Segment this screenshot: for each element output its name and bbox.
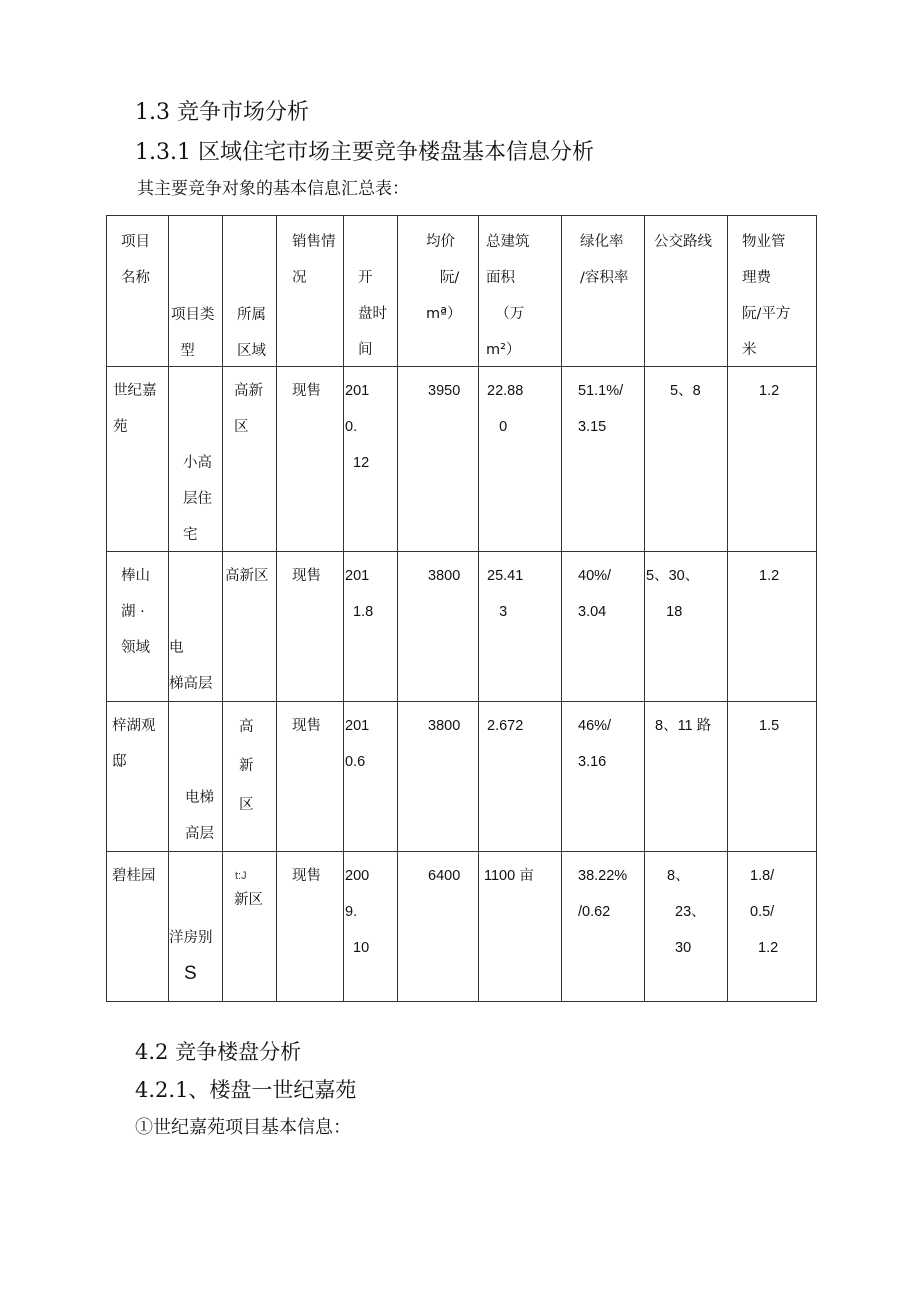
cell-name: 梓湖观 邸 [107,702,169,852]
header-area: 所属 区域 [223,216,277,367]
cell-bus: 8、11 路 [645,702,728,852]
cell-bus: 5、30、 18 [645,552,728,702]
cell-fee: 1.2 [728,367,817,552]
cell-name: 世纪嘉 苑 [107,367,169,552]
project-info-label: ①世纪嘉苑项目基本信息： [135,1117,351,1138]
cell-gfa: 2.672 [479,702,562,852]
table-row [107,702,817,852]
table-header-row [107,216,817,367]
cell-gfa: 25.41 3 [479,552,562,702]
cell-price: 3950 [398,367,479,552]
header-green-ratio: 绿化率 /容积率 [562,216,645,367]
cell-area: 高新区 [223,552,277,702]
header-bus: 公交路线 [645,216,728,367]
cell-type: 电 梯高层 [169,552,223,702]
section-heading-1-3: 1.3 竞争市场分析 [135,100,309,125]
cell-open-date: 200 9. 10 [344,852,398,1002]
cell-price: 3800 [398,702,479,852]
header-sales: 销售情 况 [277,216,344,367]
header-type: 项目类 型 [169,216,223,367]
cell-sales: 现售 [277,852,344,1002]
table-row [107,552,817,702]
cell-price: 6400 [398,852,479,1002]
cell-type: 小高 层住 宅 [169,367,223,552]
header-price: 均价 阮/ mª） [398,216,479,367]
cell-green-ratio: 40%/ 3.04 [562,552,645,702]
header-fee: 物业管 理费 阮/平方 米 [728,216,817,367]
table-row [107,367,817,552]
cell-green-ratio: 38.22% /0.62 [562,852,645,1002]
cell-sales: 现售 [277,702,344,852]
cell-type: 洋房别 S [169,852,223,1002]
header-name: 项目 名称 [107,216,169,367]
cell-gfa: 1100 亩 [479,852,562,1002]
cell-open-date: 201 0.6 [344,702,398,852]
cell-open-date: 201 0. 12 [344,367,398,552]
cell-area: 高新 区 [223,367,277,552]
cell-sales: 现售 [277,552,344,702]
header-open-date: 开 盘时 间 [344,216,398,367]
cell-area: t:J 新区 [223,852,277,1002]
competitor-info-table [106,215,817,1002]
cell-name: 棒山 湖 · 领域 [107,552,169,702]
cell-fee: 1.2 [728,552,817,702]
cell-type: 电梯 高层 [169,702,223,852]
cell-gfa: 22.88 0 [479,367,562,552]
cell-green-ratio: 51.1%/ 3.15 [562,367,645,552]
cell-bus: 8、 23、 30 [645,852,728,1002]
intro-text: 其主要竞争对象的基本信息汇总表： [137,179,409,199]
cell-sales: 现售 [277,367,344,552]
section-heading-4-2: 4.2 竞争楼盘分析 [135,1040,302,1064]
cell-bus: 5、8 [645,367,728,552]
cell-fee: 1.5 [728,702,817,852]
section-heading-1-3-1: 1.3.1 区域住宅市场主要竞争楼盘基本信息分析 [135,140,594,165]
cell-price: 3800 [398,552,479,702]
header-gfa: 总建筑 面积 （万 m²） [479,216,562,367]
cell-area: 高 新 区 [223,702,277,852]
cell-open-date: 201 1.8 [344,552,398,702]
cell-name: 碧桂园 [107,852,169,1002]
cell-fee: 1.8/ 0.5/ 1.2 [728,852,817,1002]
table-row [107,852,817,1002]
section-heading-4-2-1: 4.2.1、楼盘一世纪嘉苑 [135,1078,357,1102]
cell-green-ratio: 46%/ 3.16 [562,702,645,852]
